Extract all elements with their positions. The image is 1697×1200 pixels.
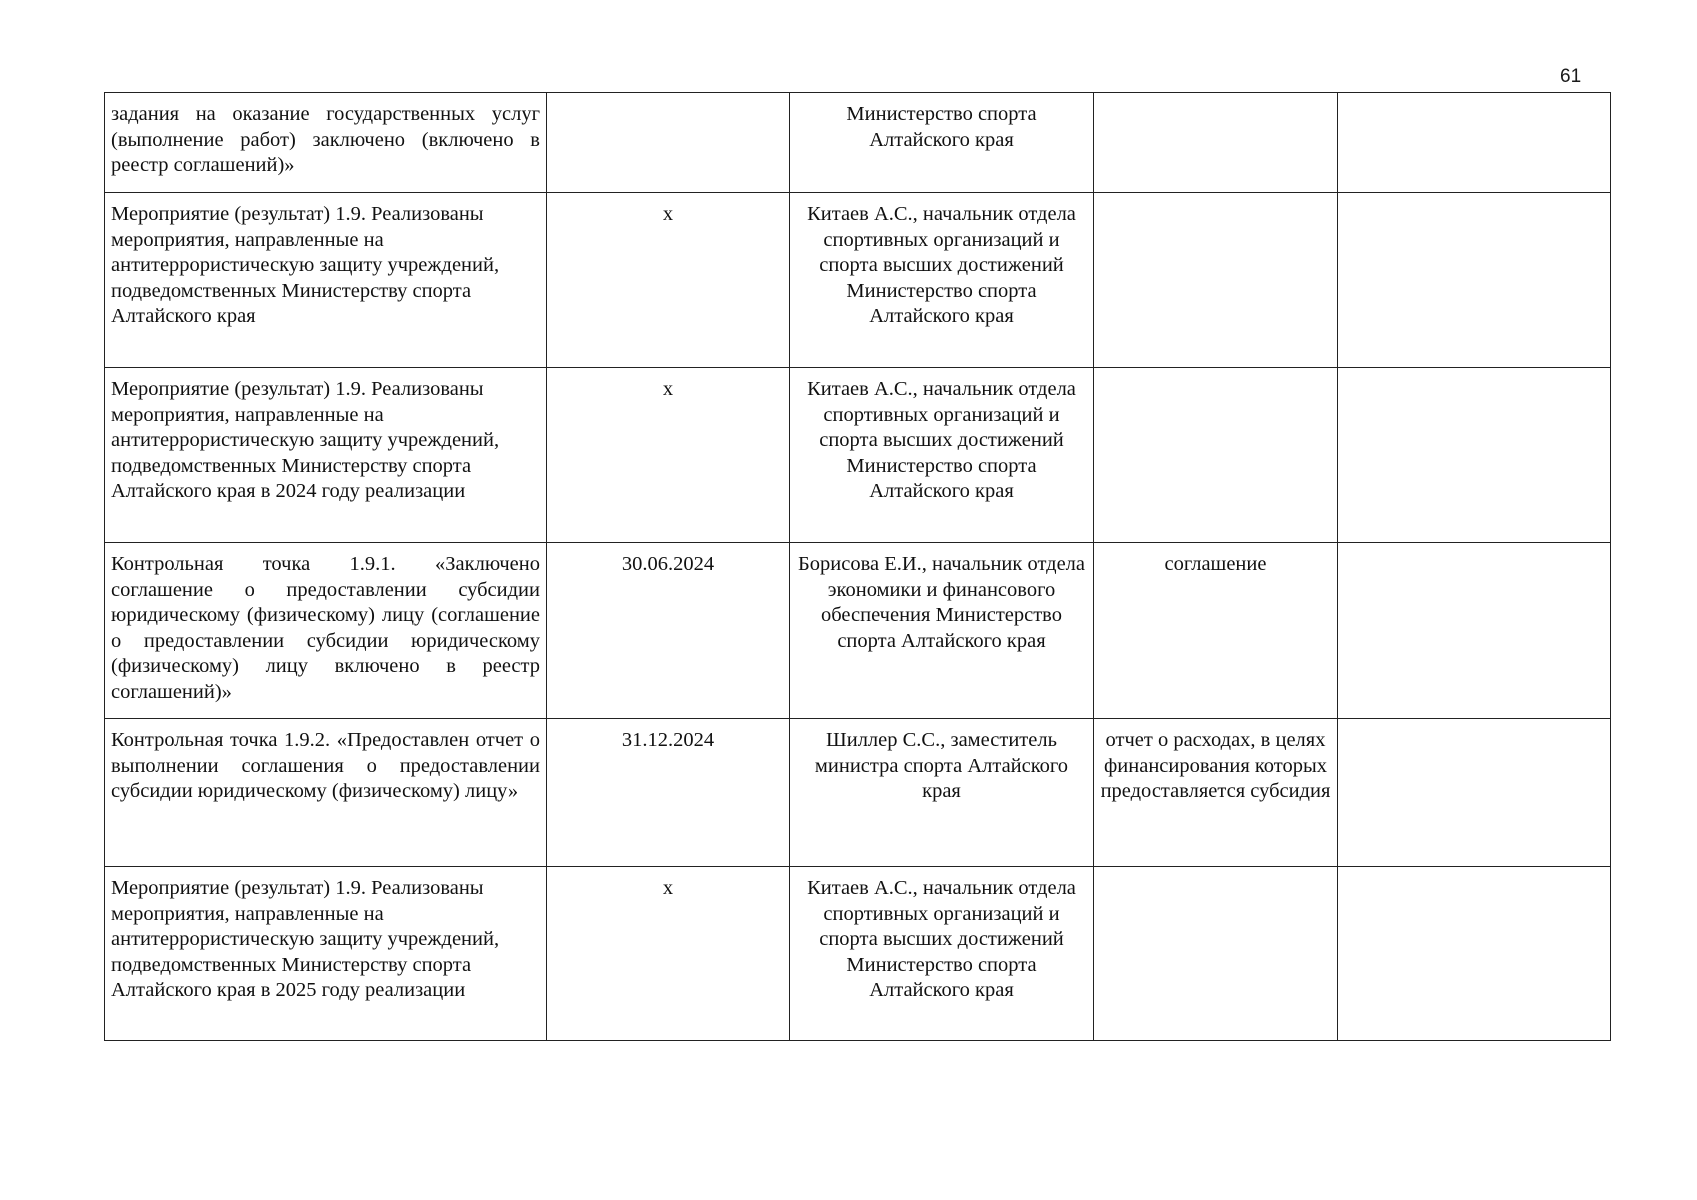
table-row xyxy=(105,867,1611,1041)
document-type-cell xyxy=(1094,93,1338,193)
info-system-cell xyxy=(1338,543,1611,719)
event-description-cell: задания на оказание государственных услуг (выполнение работ) заключено (включено в реестр соглашений)» xyxy=(105,93,547,193)
responsible-cell: Китаев А.С., начальник отдела спортивных организаций и спорта высших достижений Министерство спорта Алтайского края xyxy=(790,867,1094,1041)
document-type-cell: отчет о расходах, в целях финансирования которых предоставляется субсидия xyxy=(1094,719,1338,867)
table-row xyxy=(105,193,1611,368)
info-system-cell xyxy=(1338,719,1611,867)
document-type-cell xyxy=(1094,193,1338,368)
event-description-cell: Мероприятие (результат) 1.9. Реализованы мероприятия, направленные на антитеррористическую защиту учреждений, подведомственных Министерству спорта Алтайского края xyxy=(105,193,547,368)
document-type-cell: соглашение xyxy=(1094,543,1338,719)
table-row xyxy=(105,543,1611,719)
deadline-cell: x xyxy=(547,368,790,543)
plan-table xyxy=(104,92,1611,1041)
event-description-cell: Контрольная точка 1.9.1. «Заключено соглашение о предоставлении субсидии юридическому (физическому) лицу (соглашение о предоставлении субсидии юридическому (физическому) лицу включено в реестр соглашений)» xyxy=(105,543,547,719)
document-type-cell xyxy=(1094,867,1338,1041)
responsible-cell: Борисова Е.И., начальник отдела экономики и финансового обеспечения Министерство спорта Алтайского края xyxy=(790,543,1094,719)
table-row xyxy=(105,93,1611,193)
info-system-cell xyxy=(1338,193,1611,368)
responsible-cell: Китаев А.С., начальник отдела спортивных организаций и спорта высших достижений Министерство спорта Алтайского края xyxy=(790,368,1094,543)
responsible-cell: Китаев А.С., начальник отдела спортивных организаций и спорта высших достижений Министерство спорта Алтайского края xyxy=(790,193,1094,368)
document-type-cell xyxy=(1094,368,1338,543)
responsible-cell: Министерство спорта Алтайского края xyxy=(790,93,1094,193)
deadline-cell: x xyxy=(547,193,790,368)
event-description-cell: Контрольная точка 1.9.2. «Предоставлен отчет о выполнении соглашения о предоставлении субсидии юридическому (физическому) лицу» xyxy=(105,719,547,867)
event-description-cell: Мероприятие (результат) 1.9. Реализованы мероприятия, направленные на антитеррористическую защиту учреждений, подведомственных Министерству спорта Алтайского края в 2025 году реализации xyxy=(105,867,547,1041)
deadline-cell: 30.06.2024 xyxy=(547,543,790,719)
table-row xyxy=(105,719,1611,867)
page-number: 61 xyxy=(1560,66,1582,87)
event-description-cell: Мероприятие (результат) 1.9. Реализованы мероприятия, направленные на антитеррористическую защиту учреждений, подведомственных Министерству спорта Алтайского края в 2024 году реализации xyxy=(105,368,547,543)
deadline-cell: x xyxy=(547,867,790,1041)
info-system-cell xyxy=(1338,368,1611,543)
table-row xyxy=(105,368,1611,543)
info-system-cell xyxy=(1338,867,1611,1041)
info-system-cell xyxy=(1338,93,1611,193)
deadline-cell: 31.12.2024 xyxy=(547,719,790,867)
responsible-cell: Шиллер С.С., заместитель министра спорта Алтайского края xyxy=(790,719,1094,867)
deadline-cell xyxy=(547,93,790,193)
